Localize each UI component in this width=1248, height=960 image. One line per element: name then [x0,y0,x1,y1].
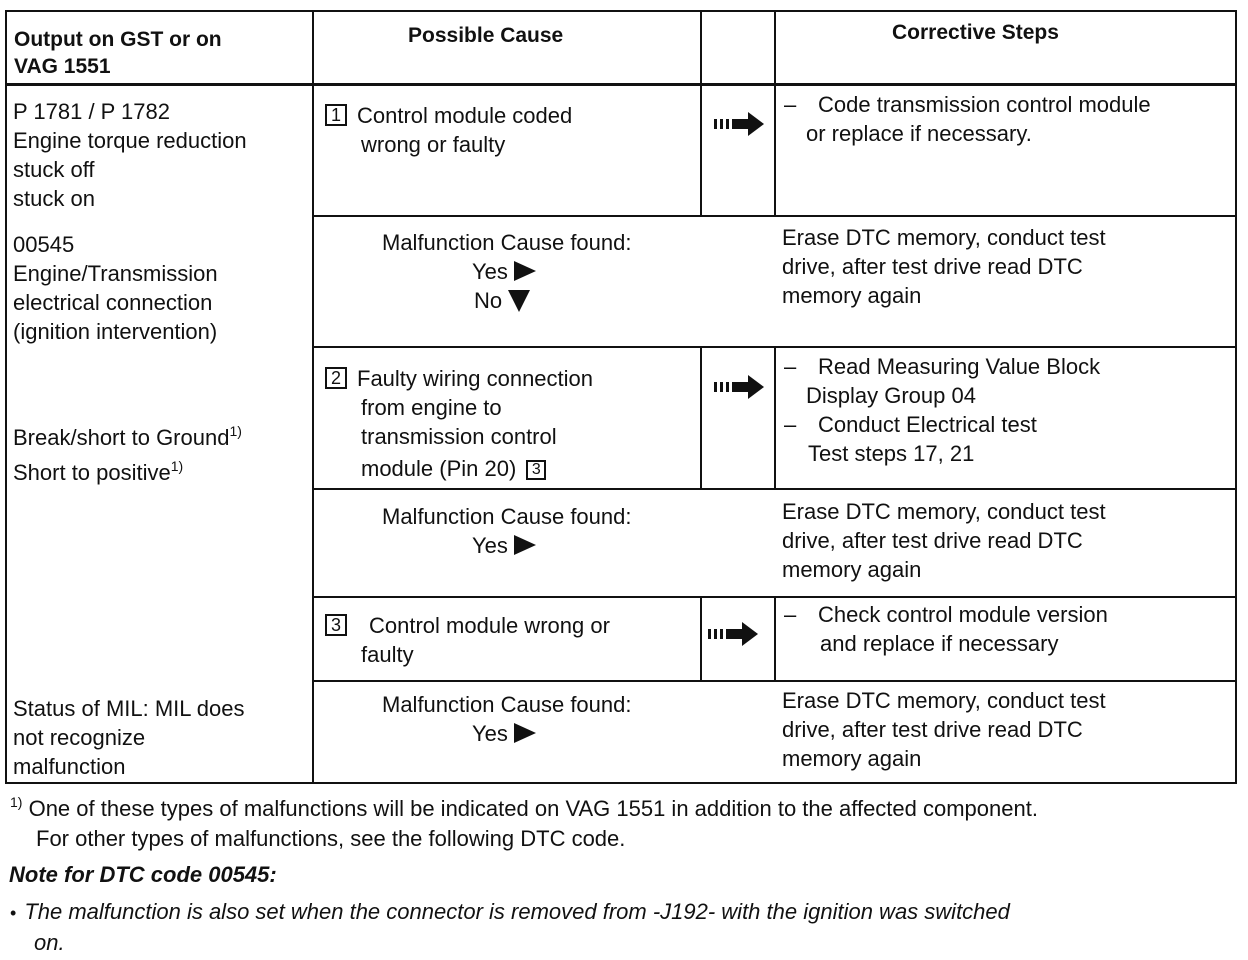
header-divider [5,83,1237,86]
col-divider-arrow-steps-1 [774,10,776,215]
col-divider-cause-arrow-3 [700,596,702,680]
triangle-right-icon [514,261,536,281]
found-3: Malfunction Cause found: Yes [382,692,632,746]
note-bullet-text: • The malfunction is also set when the connector is removed from -J192- with the ignition was switched on. [10,899,1010,955]
row-divider-1 [312,215,1237,217]
note-title: Note for DTC code 00545: [9,862,277,887]
steps-1: – Code transmission control module or replace if necessary. [784,92,1151,146]
right-arrow-icon [708,621,760,647]
steps-3: – Check control module version and replace if necessary [784,602,1108,656]
bullet-icon: • [10,903,17,923]
left-block-dtc-p1781: P 1781 / P 1782 Engine torque reduction stuck off stuck on [13,99,247,211]
col-divider-arrow-steps-3 [774,596,776,680]
right-arrow-icon [714,111,766,137]
arrow-1 [714,111,766,142]
cause-number-box: 3 [325,614,347,636]
triangle-right-icon [514,535,536,555]
col-divider-arrow-steps-2 [774,346,776,488]
arrow-2 [714,374,766,405]
found-2: Malfunction Cause found: Yes [382,504,632,558]
cause-number-box: 2 [325,367,347,389]
found-1: Malfunction Cause found: Yes No [382,230,632,313]
reference-number-box: 3 [526,460,546,480]
cause-3: 3 Control module wrong or faulty [325,611,610,669]
left-block-mil-status: Status of MIL: MIL does not recognize malfunction [13,696,245,779]
cause-1: 1 Control module coded wrong or faulty [325,101,572,159]
col-divider-cause-arrow-2 [700,346,702,488]
right-arrow-icon [714,374,766,400]
footnote-mark: 1) [10,794,23,810]
row-divider-3 [312,488,1237,490]
triangle-right-icon [514,723,536,743]
footnote: $^{1)}$ One of these types of malfunctions will be indicated on VAG 1551 in addition to the affected component. For other types of malfunctions, see the following DTC code. [10,794,1038,851]
found-steps-3: Erase DTC memory, conduct test drive, after test drive read DTC memory again [782,688,1106,771]
row-divider-5 [312,680,1237,682]
found-steps-2: Erase DTC memory, conduct test drive, after test drive read DTC memory again [782,499,1106,582]
cause-number-box: 1 [325,104,347,126]
found-steps-1: Erase DTC memory, conduct test drive, after test drive read DTC memory again [782,225,1106,308]
col-divider-output [312,10,314,784]
steps-2: – Read Measuring Value Block Display Group 04 – Conduct Electrical test Test steps 17, 21 [784,354,1101,466]
triangle-down-icon [508,290,530,312]
arrow-3 [708,621,760,652]
header-corrective-steps: Corrective Steps [892,21,1059,44]
header-possible-cause: Possible Cause [408,24,564,47]
row-divider-2 [312,346,1237,348]
left-block-break-short: Break/short to Ground$^{1)}$ Short to positive$^{1)}$ [13,423,242,485]
header-output: Output on GST or on VAG 1551 [14,28,222,78]
row-divider-4 [312,596,1237,598]
left-block-dtc-00545: 00545 Engine/Transmission electrical connection (ignition intervention) [13,232,218,344]
col-divider-cause-arrow-1 [700,10,702,215]
cause-2: 2 Faulty wiring connection from engine to transmission control module (Pin 20) 3 [325,364,593,483]
